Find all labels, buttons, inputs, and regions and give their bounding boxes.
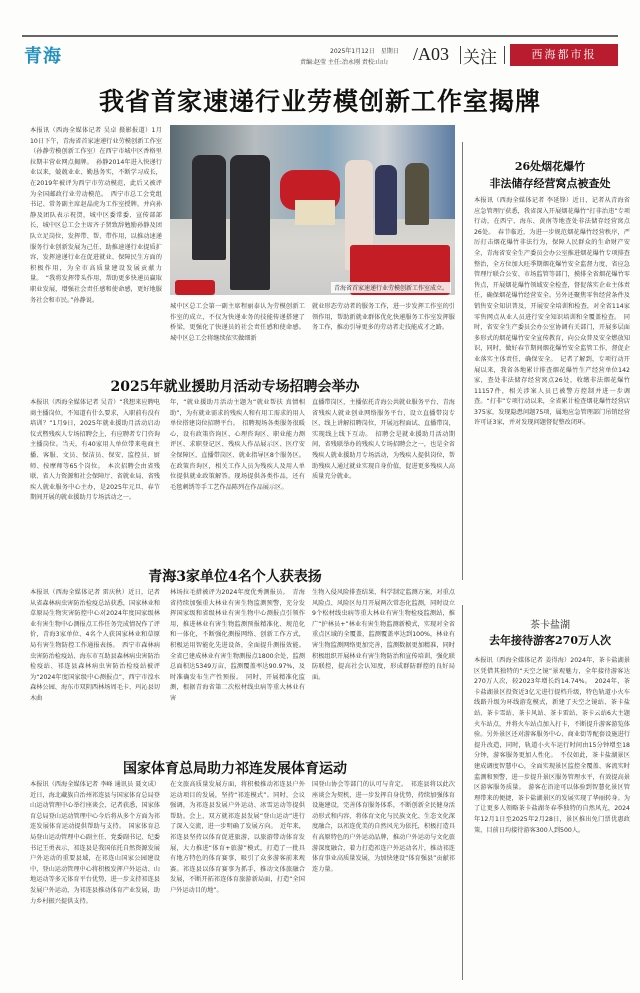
lead-story-col1: 本报讯（西海全媒体记者 吴卓 摄影报道）1月10日下午，青海省首家速递行业劳模创新工作室（孙静劳模创新工作室）在西宁市城中区香格里拉期丰营业网点揭牌。 孙静2014年进入快递行业以来，兢兢业业、勤恳务实，不断学习成长，在2019年被评为西宁市劳动模范，此后又被评为全国邮政行业劳动模范。 西宁市总工会党组书记、常务副主席赵晶虎为工作室授牌，并向孙静及团队表示祝贺，城中区委常委、宣传部部长、城中区总工会主席齐子贤致辞勉励孙静及团队立足岗位，发挥带、帮、带作用，以推动速递服务行业创新发展为己任，助推速递行业提质扩容，发挥速递行业在促进就业、保障民生方面的积极作用，为全市高质量建设发展贡献力量。 “我将发挥带头作用，帮助更多快递员赢取职业发展，增强社会责任感和使命感，更好地服务社会和市民。”孙静说。 [30, 127, 162, 304]
story4-col3: 国登山协会等部门的认可与肯定。 祁连县将以此次座谈会为契机，进一步发挥自身优势，持续加强体育设施建设，完善体育服务体系，不断创新全民健身活动形式和内容，将体育文化与民族文化、生态文化深度融合，以祁连优美的自然风光为依托，积极打造具有高原特色的户外运动品牌，推动户外运动与文化旅游深度融合，着力打造祁连户外运动名片，推动祁连体育事业高质量发展，为加快建设“体育强县”贡献祁连力量。 [312, 781, 455, 873]
story2-col2: 年，“就业援助月活动主题为“就业帮扶 真情相助”，为有就业需求的残疾人和有用工需求的用人单位搭建岗位招聘平台。 招聘现场各类服务很暖心，设有政策咨询区、心理咨询区、职业能力测评区、求职登记区、残疾人作品展示区、医疗安全保障区、直播带岗区、就业指导区8个服务区。在政策咨询区，相关工作人员为残疾人及用人单位提供就业政策解答。现场提供各类作品，还有毛毯刺绣等手工艺作品陈列在作品展示区。 [170, 399, 305, 491]
story3-col3: 生物入侵风险排查结果，科学制定监测方案，对重点风险点、风险区每月开展两次常态化监测，同时设立9个松材线虫病等重大林业有害生物检疫监测站，推广“护林员+”林业有害生物监测新模式，实现对全省重点区域的全覆盖，监测覆盖率达到100%，林业有害生物监测网络更加完善，监测数据更加精准，同时积极组织开展林业有害生物防治和宣传培训，强化联防联控，提高社会认知度，形成群防群控的良好局面。 [312, 589, 455, 681]
lead-headline: 我省首家速递行业劳模创新工作室揭牌 [98, 87, 541, 116]
newspaper-logo: 西海都市报 [510, 44, 618, 66]
dateline [300, 46, 399, 68]
masthead-rule [22, 35, 618, 37]
story4-col2: 在文旅高质量发展方面，将积极推动祁连县户外运动项目的发展，坚持“祁连模式”。同时，会议强调，为祁连县发展户外运动、冰雪运动等提供帮助。会上，双方就祁连县发展“登山运动”进行了深入交流，进一步明确了发展方向。 近年来，祁连县坚持以体育促进旅游，以旅游带动体育发展，大力推进“体育+旅游”模式，打造了一批具有地方特色的体育赛事，吸引了众多游客前来观赛。祁连县以体育赛事为抓手，推动文体旅融合发展，不断开拓祁连体育旅游新局面，打造“全国户外运动目的地”。 [170, 781, 305, 894]
story3-headline: 青海3家单位4名个人获表扬 [148, 569, 322, 585]
divider [460, 46, 461, 64]
story3-col1: 本报讯（西海全媒体记者 雷庆秋）近日，记者从省森林病虫害防治检疫总站获悉，国家林业和草原局生物灾害防控中心对2024年度国家级林业有害生物中心测报点工作任务完成情况作了评价，青海3家单位、4名个人获国家林业和草原局有害生物防控工作通报表扬。 西宁市森林病虫害防治检疫站、海东市互助县森林病虫害防治检疫站、祁连县森林病虫害防治检疫站被评为“2024年度国家级中心测报点”，西宁市湟水森林公园、海东市双阴西林场周毛卡、玛沁县切木曲 [30, 589, 160, 702]
sidebar1-headline-line2: 非法储存经营窝点被查处 [489, 177, 611, 190]
photo-person [192, 155, 226, 260]
story2-col3: 直播带岗区，主播依托青海公共就业服务平台、青海省残疾人就业创业网络服务平台，设立直播带岗专区，线上讲解招聘岗位，开展远程面试、直播带岗，实现线上线下互动。 招聘会是就业援助月活动期间，省残联举办的残疾人专场招聘会之一，也是全省残疾人就业援助月专场活动，为残疾人提供岗位，帮助残疾人通过就业实现自身价值，促进更多残疾人高质量充分就业。 [312, 399, 455, 481]
lead-story-col3: 就业形态劳动者的服务工作，进一步发挥工作室的引领作用，帮助新就业群体优化快递服务工作室发挥服务工作，推动引导更多的劳动者走技能成才之路。 [312, 303, 455, 332]
sidebar2-body: 本报讯（西海全媒体记者 姜得海）2024年，茶卡盐湖景区凭借其独特的“天空之镜”景观魅力，全年接待游客达270万人次，较2023年增长约14.74%。 2024年，茶卡盐湖景区投资近3亿元进行提档升级，特色轨道小火车线路升级为环线游览模式，新建了天空之镜站、茶卡盐站、茶卡雪站、茶卡风站、茶卡雷站、茶卡云站6大主题火车站点，并将火车站点加入打卡，不断提升游客游览体验。另外景区还对游客服务中心、商业街等配套设施进行提升改造，同时，轨道小火车运行时间由15分钟增至18分钟，游客服务更加人性化。 不仅如此，茶卡盐湖景区建成调度智慧中心，全面实现景区监控全覆盖、客流实时监测和预警，进一步提升景区服务管理水平，有效提高景区游客服务质量。 游客在沿途可以体验到智慧化景区管理带来的便捷，茶卡盐湖景区的发展实现了华丽转身。为了让更多人领略茶卡盐湖冬春季独特的自然风光，2024年12月1日至2025年2月28日，景区推出免门票优惠政策，目前日均接待游客300人到500人。 [474, 657, 630, 834]
issue-date: 2025年1月12日 星期日 [330, 48, 399, 55]
column-divider [462, 605, 463, 980]
column-name: 关注 [463, 48, 497, 68]
sidebar1-body: 本报讯（西海全媒体记者 李延锋）近日，记者从青海省应急管理厅获悉，我省深入开展烟花爆竹“打非治违”专项行动，在西宁、海东、黄南等地查处非法储存经营窝点26处。 春节临近，为进一步规范烟花爆竹经营秩序，严厉打击烟花爆竹非法行为，保障人民群众的生命财产安全，青海省安全生产委员会办公室推进烟花爆竹专项排查整治，全方位加大旺季期烟花爆竹安全监督力度，省应急管理厅联合公安、市场监管等部门，摸排全省烟花爆竹零售点，开展烟花爆竹领域安全检查，督促落实企业主体责任，确保烟花爆竹经营安全。另外还聚焦零售经营条件及销售安全知识普及，开展安全培训和检查，对全省114家零售网点从业人员进行安全知识培训和全覆盖检查。 同时，省安全生产委员会办公室协调有关部门，开展多层面多形式的烟花爆竹安全宣传教育，向公众普及安全燃放知识，同时，做好春节期间烟花爆竹安全监管工作，督促企业落实主体责任，确保安全。 记者了解到，专项行动开展以来，我省各地累计排查烟花爆竹生产经营单位142家，查处非法储存经营窝点26处，收缴非法烟花爆竹11157件，相关涉案人员已被警方控制并进一步调查。“打非”专项行动以来，全省累计检查烟花爆竹经营店375家，发现隐患问题75项，属地应急管理部门吊销经营许可证3家，并对发现问题督促整改闭环。 [474, 197, 630, 427]
divider [504, 46, 505, 64]
story4-col1: 本报讯（西海全媒体记者 李峰 通讯员 聂文成）近日，海北藏族自治州祁连县与国家体育总局登山运动管理中心举行座谈会，记者获悉，国家体育总局登山运动管理中心今后将从多个方面为祁连发展体育运动提供帮助与支持。 国家体育总局登山运动管理中心副主任、党委副书记、纪委书记王勇表示，祁连县是我国依托自然资源发展户外运动的重要县域，在祁连山国家公园建设中，登山运动管理中心将积极发挥户外运动、山地运动等多元体育平台优势，进一步支持祁连县发展户外运动，为祁连县推动体育产业发展，助力乡村振兴提供支持。 [30, 781, 160, 905]
photo-caption: 青海省首家速递行业劳模创新工作室成立。 [331, 282, 451, 293]
sidebar2-headline: 去年接待游客270万人次 [489, 634, 611, 647]
story3-col2: 林场拉毛措被评为2024年度优秀测报员。 青海省持续加强重大林业有害生物监测预警，充分发挥国家级和省级林业有害生物中心测报点引领作用，推进林业有害生物监测预报精准化、规范化和一体化，不断强化测报网络、创新工作方式，积极运用智能化先进设备，全面提升测报效能。全省已建成林业有害生物测报点1800余处，监测总面积达5349万亩，监测覆盖率达90.97%，及时准确发布生产性预报。 同时，开展精准化监测，根据青海省第二次松材线虫病等重大林业有害 [170, 589, 305, 702]
sidebar2-kicker: 茶卡盐湖 [530, 620, 570, 631]
story2-col1: 本报讯（西海全媒体记者 吴青）“我想来应聘电商主播岗位，不知道有什么要求，入职前有没有培训？”1月9日，2025年就业援助月活动启动仪式暨残疾人专场招聘会上，有应聘者专门咨询主播岗位。当天，有40家用人单位带来电商主播、客服、文员、保洁员、保安、监控员、厨师、按摩师等65个岗位。 本次招聘会由省残联、省人力资源和社会保障厅、省就业局、省残疾人就业服务中心主办，是2025年元旦、春节期间开展的就业援助月专场活动之一。 [30, 399, 160, 502]
column-divider [462, 142, 463, 580]
sidebar1-headline-line1: 26处烟花爆竹 [514, 160, 586, 173]
editors-line: 责编:赵莹 主任:冶永刚 责校:山山 [300, 59, 388, 66]
photo-person [405, 163, 429, 225]
photo-red-bag [175, 280, 215, 295]
page-number: /A03 [413, 44, 449, 64]
lead-story-col2: 城中区总工会第一副主席程丽泰认为劳模创新工作室的成立，不仅为快递业务的技能传递搭建了桥梁，更强化了快递员的社会责任感和使命感。城中区总工会将继续依实做细新 [170, 303, 305, 342]
photo-person [375, 165, 397, 235]
lead-photo [170, 125, 455, 295]
section-title: 青海 [24, 46, 62, 67]
photo-person [230, 155, 270, 290]
photo-plaque [295, 200, 335, 225]
story4-headline: 国家体育总局助力祁连发展体育运动 [123, 761, 347, 777]
story2-headline: 2025年就业援助月活动专场招聘会举办 [110, 379, 360, 395]
